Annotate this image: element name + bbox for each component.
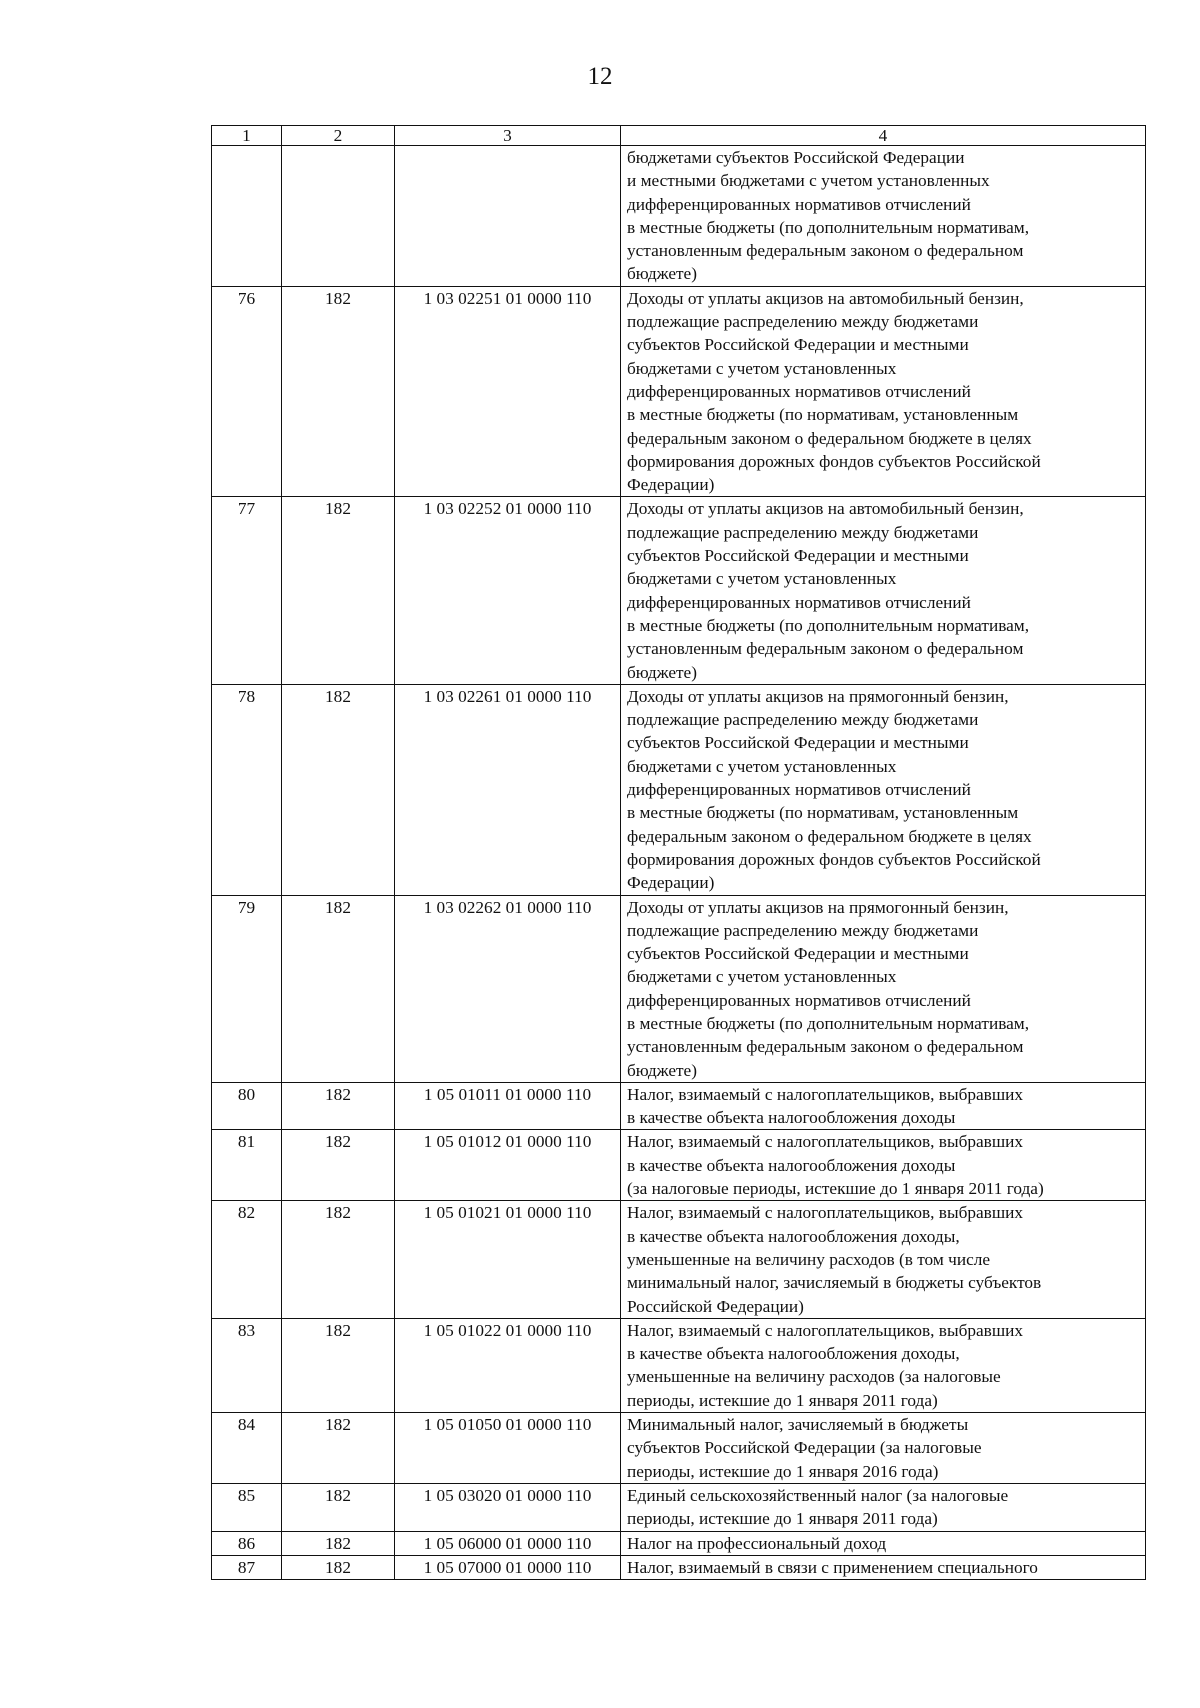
description-line: федеральным законом о федеральном бюджете в целях <box>627 428 1032 448</box>
budget-classification-code-cell: 1 05 01050 01 0000 110 <box>395 1413 621 1484</box>
budget-classification-code-cell: 1 03 02261 01 0000 110 <box>395 684 621 895</box>
row-number-cell: 85 <box>212 1483 282 1531</box>
description-line: бюджетами с учетом установленных <box>627 358 897 378</box>
budget-classification-code-cell: 1 05 01022 01 0000 110 <box>395 1318 621 1412</box>
revenue-description-cell <box>621 1201 1146 1318</box>
description-line: Доходы от уплаты акцизов на прямогонный бензин, <box>627 897 1009 917</box>
administrator-code-cell: 182 <box>282 1555 395 1579</box>
description-line: субъектов Российской Федерации и местными <box>627 733 969 753</box>
revenue-description-cell <box>621 286 1146 497</box>
table-row <box>212 1201 1146 1318</box>
table-row <box>212 1531 1146 1555</box>
description-line: в качестве объекта налогообложения доходы <box>627 1108 956 1128</box>
description-line: Единый сельскохозяйственный налог (за налоговые <box>627 1485 1009 1505</box>
table-row <box>212 1318 1146 1412</box>
description-line: в качестве объекта налогообложения доходы <box>627 1155 956 1175</box>
description-line: дифференцированных нормативов отчислений <box>627 381 971 401</box>
revenue-description-cell <box>621 146 1146 287</box>
revenue-description-cell <box>621 497 1146 684</box>
row-number-cell: 87 <box>212 1555 282 1579</box>
column-header-1: 1 <box>212 126 282 146</box>
description-line: периоды, истекшие до 1 января 2016 года) <box>627 1461 939 1481</box>
description-line: в качестве объекта налогообложения доходы, <box>627 1226 960 1246</box>
description-line: (за налоговые периоды, истекшие до 1 января 2011 года) <box>627 1179 1044 1199</box>
row-number-cell: 80 <box>212 1082 282 1130</box>
description-line: Федерации) <box>627 475 715 495</box>
row-number-cell: 83 <box>212 1318 282 1412</box>
description-line: бюджетами с учетом установленных <box>627 967 897 987</box>
administrator-code-cell: 182 <box>282 1130 395 1201</box>
administrator-code-cell: 182 <box>282 1082 395 1130</box>
description-line: бюджетами субъектов Российской Федерации <box>627 148 965 167</box>
description-line: установленным федеральным законом о федеральном <box>627 639 1024 659</box>
table-row <box>212 1555 1146 1579</box>
budget-classification-code-cell: 1 03 02252 01 0000 110 <box>395 497 621 684</box>
revenue-description-cell <box>621 684 1146 895</box>
description-line: бюджете) <box>627 1060 697 1080</box>
description-line: периоды, истекшие до 1 января 2011 года) <box>627 1509 938 1529</box>
budget-classification-code-cell: 1 05 01021 01 0000 110 <box>395 1201 621 1318</box>
description-line: Налог, взимаемый в связи с применением специального <box>627 1557 1038 1577</box>
revenue-codes-table <box>211 125 1146 1580</box>
row-number-cell: 86 <box>212 1531 282 1555</box>
description-line: и местными бюджетами с учетом установленных <box>627 171 990 191</box>
description-line: бюджете) <box>627 264 697 284</box>
administrator-code-cell: 182 <box>282 1483 395 1531</box>
row-number-cell: 81 <box>212 1130 282 1201</box>
description-line: дифференцированных нормативов отчислений <box>627 990 971 1010</box>
administrator-code-cell: 182 <box>282 497 395 684</box>
budget-classification-code-cell: 1 05 03020 01 0000 110 <box>395 1483 621 1531</box>
table-row <box>212 1130 1146 1201</box>
column-header-3: 3 <box>395 126 621 146</box>
table-row <box>212 146 1146 287</box>
table-row <box>212 1413 1146 1484</box>
revenue-description-cell <box>621 1555 1146 1579</box>
budget-classification-code-cell: 1 05 07000 01 0000 110 <box>395 1555 621 1579</box>
revenue-description-cell <box>621 895 1146 1082</box>
description-line: подлежащие распределению между бюджетами <box>627 920 979 940</box>
row-number-cell: 76 <box>212 286 282 497</box>
table-row <box>212 1082 1146 1130</box>
description-line: бюджете) <box>627 662 697 682</box>
description-line: в местные бюджеты (по дополнительным нормативам, <box>627 217 1030 237</box>
budget-classification-code-cell: 1 03 02262 01 0000 110 <box>395 895 621 1082</box>
description-line: Налог, взимаемый с налогоплательщиков, выбравших <box>627 1320 1024 1340</box>
description-line: субъектов Российской Федерации и местными <box>627 546 969 566</box>
description-line: периоды, истекшие до 1 января 2011 года) <box>627 1390 938 1410</box>
description-line: бюджетами с учетом установленных <box>627 756 897 776</box>
revenue-description-cell <box>621 1413 1146 1484</box>
row-number-cell: 82 <box>212 1201 282 1318</box>
column-header-2: 2 <box>282 126 395 146</box>
column-header-4: 4 <box>621 126 1146 146</box>
budget-classification-code-cell: 1 05 01012 01 0000 110 <box>395 1130 621 1201</box>
administrator-code-cell: 182 <box>282 684 395 895</box>
description-line: уменьшенные на величину расходов (в том числе <box>627 1249 991 1269</box>
administrator-code-cell: 182 <box>282 1201 395 1318</box>
administrator-code-cell: 182 <box>282 1413 395 1484</box>
description-line: подлежащие распределению между бюджетами <box>627 312 979 332</box>
table-row <box>212 895 1146 1082</box>
revenue-description-cell <box>621 1318 1146 1412</box>
row-number-cell: 84 <box>212 1413 282 1484</box>
description-line: установленным федеральным законом о федеральном <box>627 1037 1024 1057</box>
administrator-code-cell: 182 <box>282 895 395 1082</box>
row-number-cell: 79 <box>212 895 282 1082</box>
revenue-description-cell <box>621 1130 1146 1201</box>
description-line: дифференцированных нормативов отчислений <box>627 194 971 214</box>
description-line: формирования дорожных фондов субъектов Российской <box>627 451 1041 471</box>
description-line: Российской Федерации) <box>627 1296 804 1316</box>
page-number: 12 <box>587 63 613 90</box>
description-line: субъектов Российской Федерации (за налоговые <box>627 1438 982 1458</box>
administrator-code-cell: 182 <box>282 286 395 497</box>
table-row <box>212 286 1146 497</box>
row-number-cell <box>212 146 282 287</box>
description-line: бюджетами с учетом установленных <box>627 569 897 589</box>
description-line: Доходы от уплаты акцизов на прямогонный бензин, <box>627 686 1009 706</box>
description-line: Федерации) <box>627 873 715 893</box>
budget-classification-code-cell: 1 05 01011 01 0000 110 <box>395 1082 621 1130</box>
row-number-cell: 77 <box>212 497 282 684</box>
revenue-description-cell <box>621 1483 1146 1531</box>
description-line: установленным федеральным законом о федеральном <box>627 241 1024 261</box>
description-line: Доходы от уплаты акцизов на автомобильный бензин, <box>627 499 1024 519</box>
description-line: федеральным законом о федеральном бюджете в целях <box>627 826 1032 846</box>
row-number-cell: 78 <box>212 684 282 895</box>
administrator-code-cell <box>282 146 395 287</box>
description-line: формирования дорожных фондов субъектов Российской <box>627 849 1041 869</box>
budget-classification-code-cell: 1 05 06000 01 0000 110 <box>395 1531 621 1555</box>
description-line: в местные бюджеты (по нормативам, установленным <box>627 405 1019 425</box>
description-line: дифференцированных нормативов отчислений <box>627 780 971 800</box>
description-line: в местные бюджеты (по нормативам, установленным <box>627 803 1019 823</box>
revenue-description-cell <box>621 1531 1146 1555</box>
budget-classification-code-cell <box>395 146 621 287</box>
administrator-code-cell: 182 <box>282 1318 395 1412</box>
description-line: подлежащие распределению между бюджетами <box>627 710 979 730</box>
description-line: Налог, взимаемый с налогоплательщиков, выбравших <box>627 1132 1024 1152</box>
description-line: Доходы от уплаты акцизов на автомобильный бензин, <box>627 288 1024 308</box>
description-line: Налог на профессиональный доход <box>627 1533 887 1553</box>
description-line: в качестве объекта налогообложения доходы, <box>627 1344 960 1364</box>
description-line: дифференцированных нормативов отчислений <box>627 592 971 612</box>
description-line: в местные бюджеты (по дополнительным нормативам, <box>627 615 1030 635</box>
revenue-description-cell <box>621 1082 1146 1130</box>
table-row <box>212 1483 1146 1531</box>
description-line: субъектов Российской Федерации и местными <box>627 944 969 964</box>
description-line: уменьшенные на величину расходов (за налоговые <box>627 1367 1001 1387</box>
description-line: в местные бюджеты (по дополнительным нормативам, <box>627 1013 1030 1033</box>
description-line: Налог, взимаемый с налогоплательщиков, выбравших <box>627 1084 1024 1104</box>
administrator-code-cell: 182 <box>282 1531 395 1555</box>
description-line: Налог, взимаемый с налогоплательщиков, выбравших <box>627 1203 1024 1223</box>
budget-classification-code-cell: 1 03 02251 01 0000 110 <box>395 286 621 497</box>
description-line: минимальный налог, зачисляемый в бюджеты субъектов <box>627 1273 1042 1293</box>
table-row <box>212 497 1146 684</box>
description-line: субъектов Российской Федерации и местными <box>627 335 969 355</box>
description-line: подлежащие распределению между бюджетами <box>627 522 979 542</box>
description-line: Минимальный налог, зачисляемый в бюджеты <box>627 1415 969 1435</box>
table-body <box>212 126 1146 1580</box>
table-header-row <box>212 126 1146 146</box>
table-row <box>212 684 1146 895</box>
